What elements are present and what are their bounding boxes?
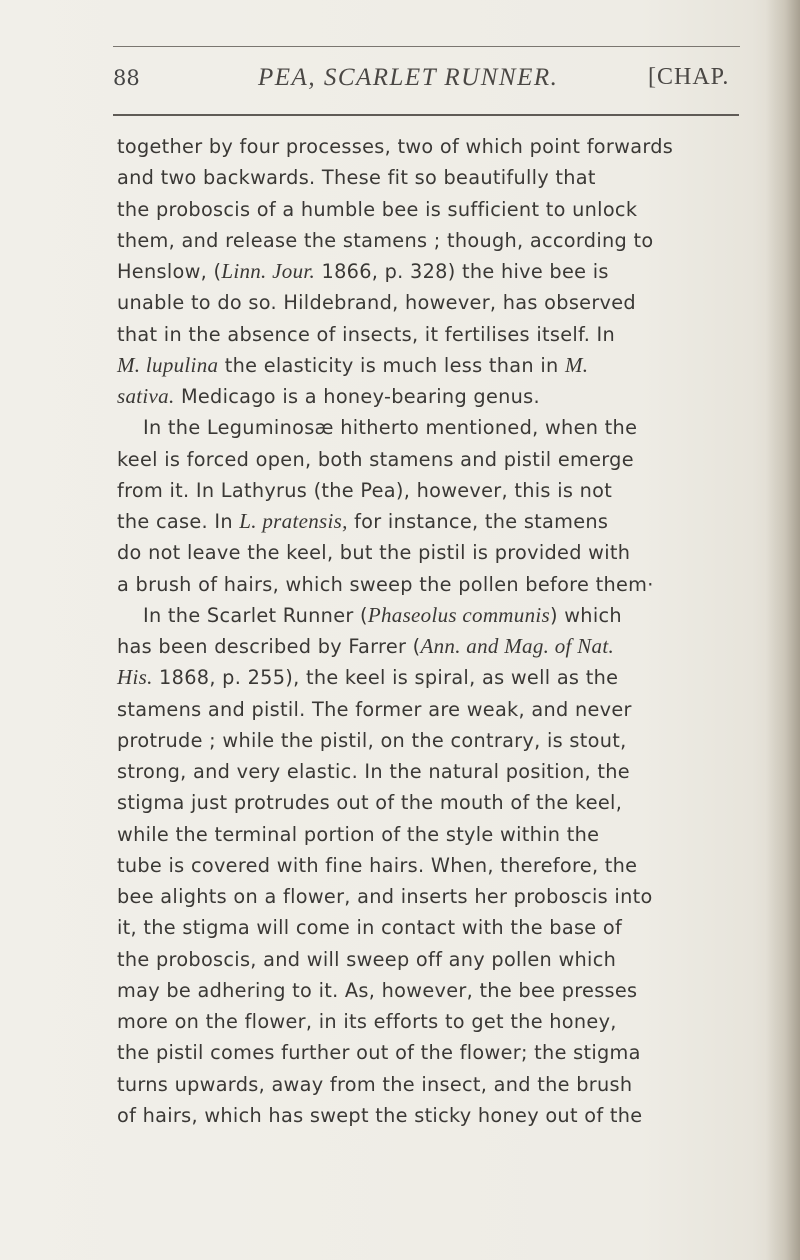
text-line bbox=[117, 256, 739, 287]
text-segment: In the Leguminosæ hitherto mentioned, when the bbox=[143, 416, 638, 440]
header-rule bbox=[113, 114, 739, 116]
text-line bbox=[117, 475, 739, 506]
text-line bbox=[117, 537, 739, 568]
text-segment: the proboscis of a humble bee is sufficient to unlock bbox=[117, 197, 638, 221]
text-segment: 1866, p. 328) the hive bee is bbox=[315, 260, 609, 283]
text-segment: ) which bbox=[549, 603, 622, 627]
text-segment: while the terminal portion of the style within the bbox=[117, 822, 600, 846]
text-line bbox=[117, 1069, 739, 1100]
text-line bbox=[117, 412, 739, 443]
text-line bbox=[117, 194, 739, 225]
text-segment: for instance, the stamens bbox=[347, 510, 609, 533]
text-segment: turns upwards, away from the insect, and the brush bbox=[117, 1072, 633, 1096]
text-line bbox=[117, 131, 739, 162]
text-line bbox=[117, 287, 739, 318]
text-line bbox=[117, 319, 739, 350]
italic-text: sativa. bbox=[117, 384, 175, 408]
text-segment: and two backwards. These fit so beautifully that bbox=[117, 166, 596, 190]
text-segment: stigma just protrudes out of the mouth of the keel, bbox=[117, 791, 623, 815]
italic-text: Ann. and Mag. of Nat. bbox=[420, 634, 615, 658]
text-line bbox=[117, 1037, 739, 1068]
text-line bbox=[117, 881, 739, 912]
text-segment: bee alights on a flower, and inserts her proboscis into bbox=[117, 885, 653, 908]
text-line bbox=[117, 569, 739, 600]
text-segment: keel is forced open, both stamens and pistil emerge bbox=[117, 447, 634, 471]
text-line bbox=[117, 225, 739, 256]
text-line bbox=[117, 506, 739, 537]
text-segment: more on the flower, in its efforts to get the honey, bbox=[117, 1010, 617, 1033]
italic-text: Phaseolus communis bbox=[367, 602, 550, 627]
text-line bbox=[117, 1100, 739, 1131]
text-segment: In the Scarlet Runner ( bbox=[143, 603, 368, 627]
text-segment: Henslow, ( bbox=[117, 260, 222, 283]
page-number: 88 bbox=[113, 66, 140, 90]
text-line bbox=[117, 787, 739, 818]
page-edge-shadow bbox=[766, 0, 800, 1260]
running-header bbox=[113, 60, 740, 100]
text-segment: the case. In bbox=[117, 510, 240, 533]
italic-text: L. pratensis, bbox=[239, 509, 348, 533]
text-line bbox=[117, 944, 739, 975]
text-line bbox=[117, 975, 739, 1006]
text-line bbox=[117, 444, 739, 475]
text-segment: Medicago is a honey-bearing genus. bbox=[174, 385, 540, 408]
italic-text: Linn. Jour. bbox=[221, 259, 316, 283]
text-line bbox=[117, 1006, 739, 1037]
running-title: PEA, SCARLET RUNNER. bbox=[258, 64, 559, 91]
text-segment: stamens and pistil. The former are weak, and never bbox=[117, 697, 632, 721]
text-line bbox=[117, 756, 739, 787]
chapter-label: [CHAP. bbox=[648, 64, 730, 90]
text-line bbox=[117, 162, 739, 193]
text-line bbox=[117, 694, 739, 725]
text-line bbox=[117, 600, 739, 631]
italic-text: M. bbox=[564, 352, 589, 377]
text-line bbox=[117, 850, 739, 881]
text-line bbox=[117, 662, 739, 693]
text-segment: has been described by Farrer ( bbox=[117, 635, 421, 658]
text-segment: from it. In Lathyrus (the Pea), however, this is not bbox=[117, 478, 613, 502]
text-segment: that in the absence of insects, it fertilises itself. In bbox=[117, 322, 616, 346]
text-segment: strong, and very elastic. In the natural position, the bbox=[117, 760, 630, 783]
text-line bbox=[117, 381, 739, 412]
text-line bbox=[117, 725, 739, 756]
text-segment: it, the stigma will come in contact with the base of bbox=[117, 916, 623, 940]
text-segment: them, and release the stamens ; though, according to bbox=[117, 228, 654, 252]
text-segment: of hairs, which has swept the sticky honey out of the bbox=[117, 1103, 643, 1127]
italic-text: His. bbox=[117, 665, 153, 690]
text-segment: a brush of hairs, which sweep the pollen before them· bbox=[117, 572, 654, 596]
text-segment: protrude ; while the pistil, on the contrary, is stout, bbox=[117, 728, 627, 752]
text-segment: may be adhering to it. As, however, the bee presses bbox=[117, 978, 638, 1002]
italic-text: M. lupulina bbox=[117, 352, 219, 377]
text-segment: the elasticity is much less than in bbox=[218, 353, 565, 377]
text-line bbox=[117, 912, 739, 943]
text-segment: unable to do so. Hildebrand, however, has observed bbox=[117, 291, 636, 315]
top-rule bbox=[113, 46, 740, 47]
text-segment: tube is covered with fine hairs. When, therefore, the bbox=[117, 853, 638, 877]
text-line bbox=[117, 350, 739, 381]
text-segment: together by four processes, two of which point forwards bbox=[117, 135, 674, 158]
text-segment: the pistil comes further out of the flower; the stigma bbox=[117, 1041, 641, 1065]
body-text bbox=[117, 131, 739, 1131]
text-segment: do not leave the keel, but the pistil is provided with bbox=[117, 541, 631, 565]
text-segment: the proboscis, and will sweep off any pollen which bbox=[117, 947, 617, 971]
text-segment: 1868, p. 255), the keel is spiral, as well as the bbox=[152, 666, 619, 690]
text-line bbox=[117, 819, 739, 850]
text-line bbox=[117, 631, 739, 662]
